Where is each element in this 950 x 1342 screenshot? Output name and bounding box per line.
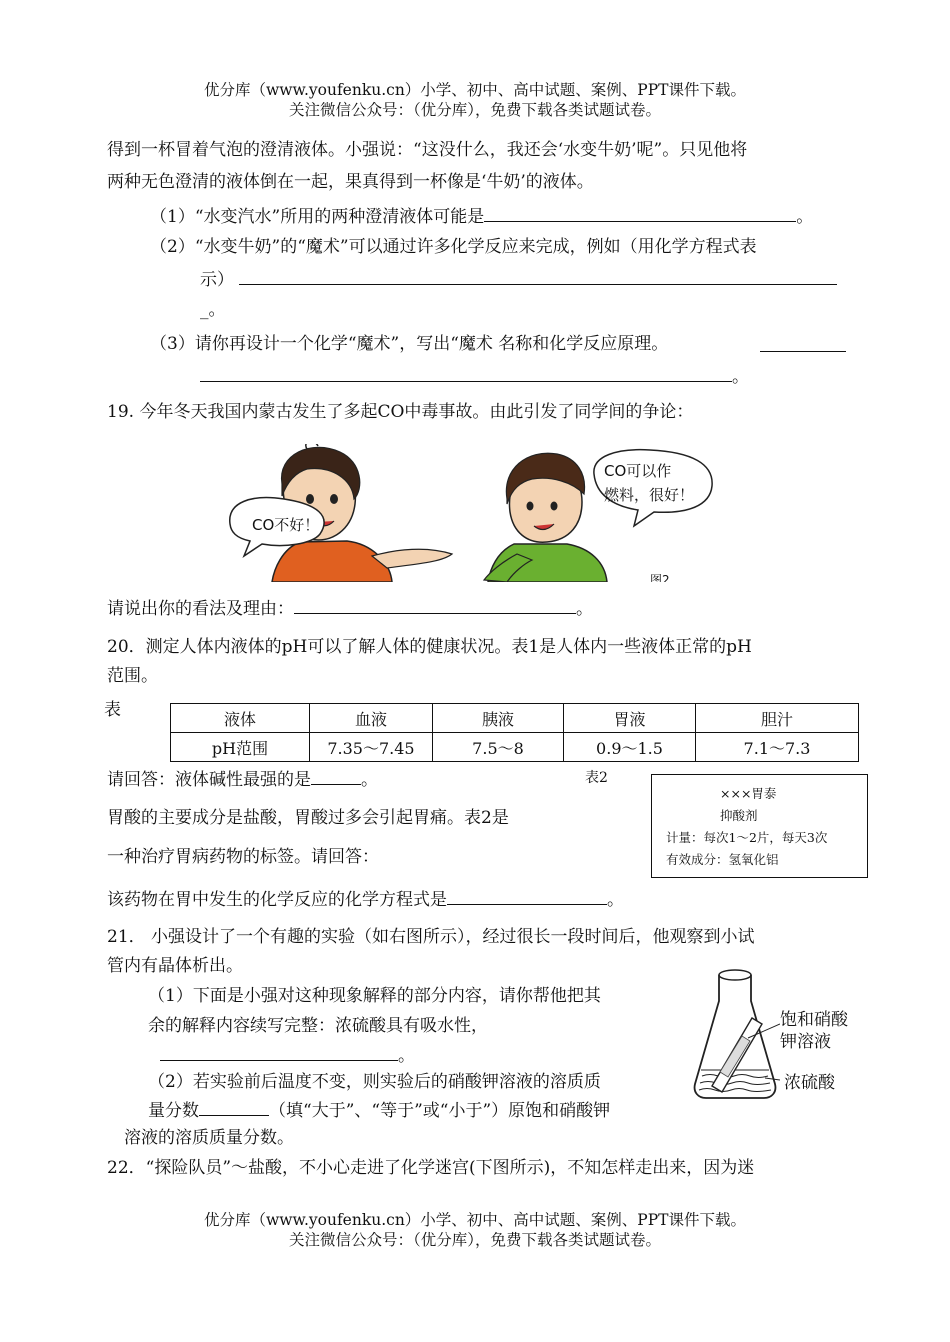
- q18-part2-end: _。: [200, 300, 226, 320]
- q18-part3-blank-b[interactable]: [200, 363, 732, 382]
- q20-ask1-text: 请回答：液体碱性最强的是: [107, 770, 311, 790]
- page-header-line1: 优分库（www.youfenku.cn）小学、初中、高中试题、案例、PPT课件下载。: [203, 81, 747, 99]
- medicine-name: ×××胃泰: [720, 786, 777, 801]
- q18-part2-blank[interactable]: [239, 266, 837, 285]
- q18-part3-blank-a[interactable]: [760, 333, 846, 352]
- q21-part1-end: 。: [398, 1046, 415, 1066]
- q22-text-1: 22．“探险队员”～盐酸，不小心走进了化学迷宫(下图所示)，不知怎样走出来，因为迷: [107, 1158, 755, 1178]
- q18-part1-text: （1）“水变汽水”所用的两种澄清液体可能是: [150, 207, 485, 227]
- q18-part2-line2: [200, 266, 837, 292]
- q18-part2-prefix: 示）: [200, 270, 234, 290]
- ph-table-header-cell: 液体: [171, 704, 310, 733]
- ph-table-cell: 7.5～8: [433, 733, 564, 762]
- ph-table: [170, 703, 859, 762]
- q20-ask1: [107, 766, 378, 792]
- girl-bubble-text: CO不好！: [252, 516, 320, 534]
- q19-ask-end: 。: [576, 599, 593, 619]
- q20-para2: 一种治疗胃病药物的标签。请回答：: [107, 847, 379, 867]
- q21-part2-prefix: 量分数: [148, 1101, 199, 1121]
- q21-part1-line3: [160, 1042, 415, 1068]
- q20-ask2-blank[interactable]: [447, 886, 607, 905]
- table1-label: 表: [104, 700, 121, 720]
- medicine-label-box: [651, 774, 868, 878]
- page-footer-line2: 关注微信公众号：（优分库），免费下载各类试题试卷。: [288, 1231, 661, 1249]
- flask-label-acid: 浓硫酸: [784, 1073, 835, 1093]
- ph-table-header-cell: 胰液: [433, 704, 564, 733]
- q21-part1-line1: （1）下面是小强对这种现象解释的部分内容，请你帮他把其: [148, 986, 601, 1006]
- q21-part2-suffix: （填“大于”、“等于”或“小于”）原饱和硝酸钾: [269, 1101, 611, 1121]
- q19-ask-text: 请说出你的看法及理由：: [107, 599, 294, 619]
- q20-para1: 胃酸的主要成分是盐酸，胃酸过多会引起胃痛。表2是: [107, 808, 509, 828]
- medicine-dose: 计量：每次1～2片，每天3次: [666, 830, 828, 845]
- q19-text: 19. 今年冬天我国内蒙古发生了多起CO中毒事故。由此引发了同学间的争论：: [107, 402, 694, 422]
- q19-ask: [107, 595, 593, 621]
- q21-text-1: 21． 小强设计了一个有趣的实验（如右图所示），经过很长一段时间后，他观察到小试: [107, 927, 755, 947]
- q20-ask1-blank[interactable]: [311, 766, 361, 785]
- q21-part2-line3: 溶液的溶质质量分数。: [124, 1128, 294, 1148]
- ph-table-cell: pH范围: [171, 733, 310, 762]
- co-debate-cartoon: [222, 444, 715, 582]
- q20-ask2-end: 。: [607, 890, 624, 910]
- page-header-line2: 关注微信公众号：（优分库），免费下载各类试题试卷。: [288, 101, 661, 119]
- q18-part1-end: 。: [796, 207, 814, 227]
- ph-table-cell: 7.35～7.45: [310, 733, 433, 762]
- medicine-ingredient: 有效成分：氢氧化铝: [666, 852, 779, 867]
- ph-table-cell: 7.1～7.3: [696, 733, 859, 762]
- ph-table-header-cell: 胆汁: [696, 704, 859, 733]
- flask-figure: [690, 966, 780, 1106]
- q20-text-1: 20．测定人体内液体的pH可以了解人体的健康状况。表1是人体内一些液体正常的pH: [107, 637, 752, 657]
- q21-part2-line1: （2）若实验前后温度不变，则实验后的硝酸钾溶液的溶质质: [148, 1072, 601, 1092]
- q18-intro-2: 两种无色澄清的液体倒在一起，果真得到一杯像是‘牛奶’的液体。: [107, 172, 594, 192]
- ph-table-header-cell: 血液: [310, 704, 433, 733]
- ph-table-cell: 0.9～1.5: [564, 733, 696, 762]
- ph-table-header-cell: 胃液: [564, 704, 696, 733]
- q20-text-2: 范围。: [107, 666, 158, 686]
- q18-intro-1: 得到一杯冒着气泡的澄清液体。小强说：“这没什么，我还会‘水变牛奶’呢”。只见他将: [107, 140, 748, 160]
- q21-part1-blank[interactable]: [160, 1042, 398, 1061]
- page-footer-line1: 优分库（www.youfenku.cn）小学、初中、高中试题、案例、PPT课件下载。: [203, 1211, 747, 1229]
- boy-bubble-text-1: CO可以作: [604, 462, 672, 480]
- q18-part1: [150, 203, 813, 229]
- ph-table-value-row: [171, 733, 859, 762]
- q21-part2-blank[interactable]: [199, 1097, 269, 1116]
- table2-label: 表2: [585, 770, 608, 786]
- q18-part2-line1: （2）“水变牛奶”的“魔术”可以通过许多化学反应来完成，例如（用化学方程式表: [150, 237, 757, 257]
- ph-table-header-row: [171, 704, 859, 733]
- q18-part3-end: 。: [732, 367, 749, 387]
- flask-label-solution: 钾溶液: [780, 1032, 831, 1052]
- q21-part1-line2: 余的解释内容续写完整：浓硫酸具有吸水性，: [148, 1016, 488, 1036]
- flask-label-saturated: 饱和硝酸: [780, 1010, 848, 1030]
- q20-ask2-text: 该药物在胃中发生的化学反应的化学方程式是: [107, 890, 447, 910]
- medicine-type: 抑酸剂: [720, 808, 758, 823]
- q21-text-2: 管内有晶体析出。: [107, 956, 243, 976]
- q21-part2-line2: [148, 1097, 610, 1123]
- flask-illustration: [690, 966, 780, 1106]
- q18-part3-line2: [200, 363, 749, 389]
- boy-bubble-text-2: 燃料，很好！: [604, 486, 695, 504]
- boy-figure: [484, 453, 607, 582]
- q18-part1-blank[interactable]: [484, 203, 796, 222]
- cartoon-figure-label: 图2: [650, 573, 670, 582]
- q20-ask1-end: 。: [361, 770, 378, 790]
- q19-ask-blank[interactable]: [294, 595, 576, 614]
- cartoon-illustration: [222, 444, 715, 582]
- q18-part3-text: （3）请你再设计一个化学“魔术”，写出“魔术 名称和化学反应原理。: [150, 334, 669, 354]
- q20-ask2: [107, 886, 624, 912]
